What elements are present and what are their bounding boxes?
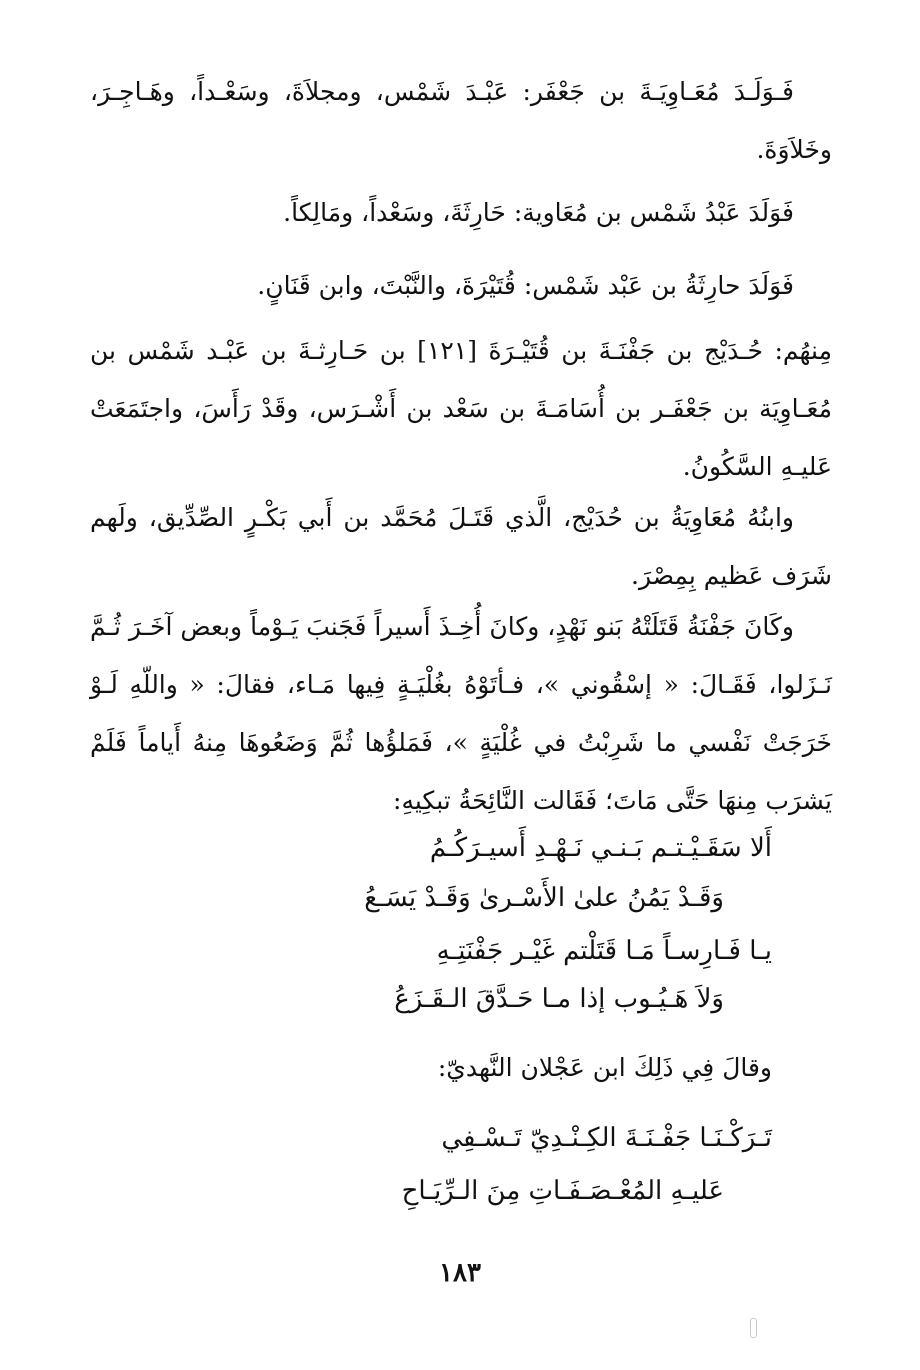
poem-two-line-1-second-half: عَليـهِ المُعْـصَـفَـاتِ مِنَ الـرِّيَـاحِ <box>401 1176 724 1206</box>
poem-one-line-2-first-half: يـا فَـارِسـاً مَـا قَتَلْتم غَيْـر جَفْنَتِـهِ <box>436 936 772 966</box>
paragraph-hudayj-lineage: مِنهُم: حُـدَيْج بن جَفْنَـةَ بن قُتَيْـرَةَ [١٢١] بن حَـارِثـةَ بن عَبْـد شَمْس بن مُعَـاوِيَة بن جَعْفَـر بن أُسَامَـةَ بن سَعْد بن أَشْـرَس، وقَدْ رَأَسَ، واجتَمَعَتْ عَليـهِ السَّكُونُ. <box>90 336 832 481</box>
poem-two-intro: وقالَ فِي ذَلِكَ ابن عَجْلان النَّهديّ: <box>437 1053 772 1082</box>
poem-one-line-1-first-half: أَلا سَقَـيْـتـم بَـنـي نَـهْـدِ أَسيـرَكُـمُ <box>429 833 772 863</box>
poem-one-line-2-second-half: وَلاَ هَـيُـوب إذا مـا حَـدَّقَ الـقَـزَعُ <box>394 984 724 1014</box>
paragraph-children-of-abd-shams: فَوَلَدَ عَبْدُ شَمْس بن مُعَاوية: حَارِثَةَ، وسَعْداً، ومَالِكاً. <box>283 198 794 227</box>
paragraph-children-of-muawiya: فَـوَلَـدَ مُعَـاوِيَـةَ بن جَعْفَر: عَبْـدَ شَمْس، ومجلاَةَ، وسَعْـداً، وهَـاجِـرَ، وخَلاَوَةَ. <box>90 77 832 164</box>
paragraph-muawiya-ibn-hudayj: وابنُهُ مُعَاوِيَةُ بن حُدَيْج، الَّذي قَتَـلَ مُحَمَّد بن أَبي بَكْـرٍ الصِّدِّيق، ولَهم شَرَف عَظيم بِمِصْرَ. <box>90 503 832 590</box>
paragraph-story-of-jafna: وكَانَ جَفْنَةُ قَتَلَتْهُ بَنو نَهْدٍ، وكانَ أُخِـذَ أَسيراً فَجَنبَ يَـوْماً وبعض آخَـرَ ثُـمَّ نَـزَلوا، فَقَـالَ: « إسْقُوني »، فـأتَوْهُ بغُلْيَـةٍ فِيها مَـاء، فقالَ: « واللّهِ لَـوْ خَرَجَتْ نَفْسي ما شَرِبْتُ في غُلْيَةٍ »، فَمَلؤُها ثُمَّ وَضَعُوهَا مِنهُ أَياماً فَلَمْ يَشرَب مِنهَا حَتَّى مَاتَ؛ فَقَالت النَّائِحَةُ تبكِيهِ: <box>90 612 832 815</box>
poem-one-line-1-second-half: وَقَـدْ يَمُنُ علىٰ الأَسْـرىٰ وَقَـدْ يَسَـعُ <box>364 883 724 913</box>
paragraph-children-of-haritha: فَوَلَدَ حارِثَةُ بن عَبْد شَمْس: قُتَيْرَةَ، والنَّبْتَ، وابن قَنَانٍ. <box>257 271 794 300</box>
poem-two-line-1-first-half: تَـرَكْـنَـا جَفْـنَـةَ الكِـنْـدِيّ تَـسْـفِي <box>441 1123 772 1153</box>
margin-mark <box>750 1318 757 1338</box>
page-number: ١٨٣ <box>439 1258 481 1288</box>
